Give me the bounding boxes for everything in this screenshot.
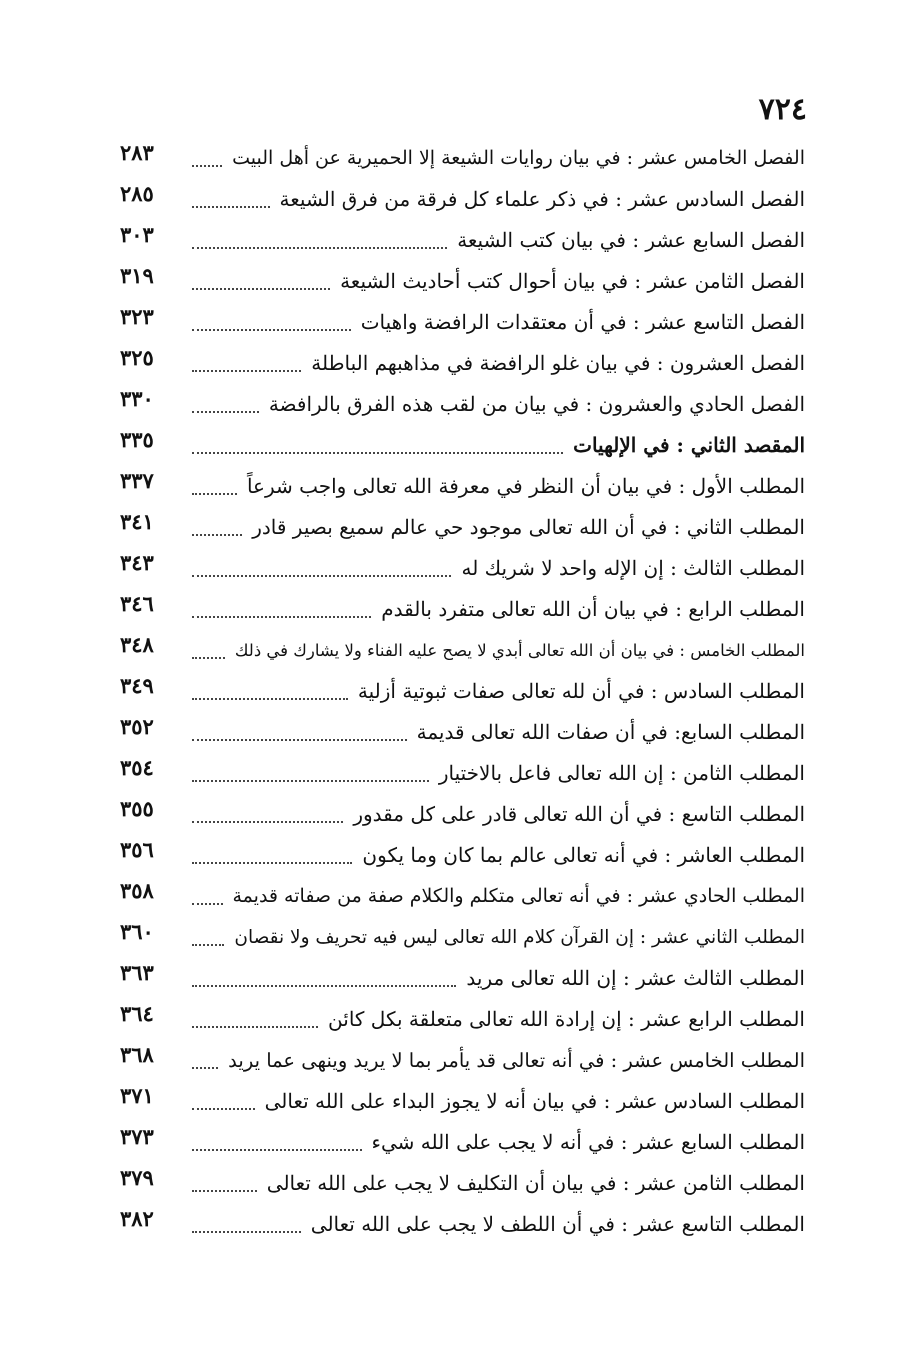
dot-leader bbox=[192, 698, 348, 700]
toc-entry-title: المطلب الأول : في بيان أن النظر في معرفة الله تعالى واجب شرعاً bbox=[246, 474, 805, 498]
toc-entry-page-number: ٣٤٣ bbox=[120, 550, 154, 575]
toc-entry bbox=[120, 343, 805, 384]
toc-entry-page-number: ٣٦٠ bbox=[120, 919, 154, 944]
toc-entry-title: المطلب الرابع عشر : إن إرادة الله تعالى متعلقة بكل كائن bbox=[328, 1007, 805, 1031]
toc-entry-page-number: ٣٧٣ bbox=[120, 1124, 154, 1149]
toc-entry bbox=[120, 589, 805, 630]
toc-entry-page-number: ٣٥٥ bbox=[120, 796, 154, 821]
toc-entry bbox=[120, 958, 805, 999]
toc-entry bbox=[120, 220, 805, 261]
dot-leader bbox=[192, 780, 429, 782]
toc-entry bbox=[120, 712, 805, 753]
page-number: ٧٢٤ bbox=[758, 92, 807, 127]
toc-entry-title: المطلب الحادي عشر : في أنه تعالى متكلم والكلام صفة من صفاته قديمة bbox=[232, 885, 805, 907]
toc-entry-page-number: ٣٦٨ bbox=[120, 1042, 154, 1067]
toc-entry-page-number: ٣٣٥ bbox=[120, 427, 154, 452]
toc-entry bbox=[120, 1163, 805, 1204]
toc-entry-title: المطلب الثاني عشر : إن القرآن كلام الله تعالى ليس فيه تحريف ولا نقصان bbox=[234, 927, 805, 948]
dot-leader bbox=[192, 944, 224, 946]
table-of-contents bbox=[120, 138, 805, 1245]
toc-entry-title: الفصل التاسع عشر : في أن معتقدات الرافضة واهيات bbox=[360, 310, 805, 334]
dot-leader bbox=[192, 985, 456, 987]
dot-leader bbox=[192, 288, 330, 290]
toc-entry bbox=[120, 179, 805, 220]
toc-entry-title: الفصل الثامن عشر : في بيان أحوال كتب أحاديث الشيعة bbox=[340, 269, 805, 293]
toc-entry bbox=[120, 425, 805, 466]
toc-entry-page-number: ٢٨٥ bbox=[120, 181, 154, 206]
dot-leader bbox=[192, 370, 301, 372]
toc-entry-page-number: ٣٥٦ bbox=[120, 837, 154, 862]
toc-entry-title: الفصل السادس عشر : في ذكر علماء كل فرقة من فرق الشيعة bbox=[279, 187, 805, 211]
toc-entry-page-number: ٣٠٣ bbox=[120, 222, 154, 247]
toc-entry-page-number: ٣٥٨ bbox=[120, 878, 154, 903]
toc-entry bbox=[120, 630, 805, 671]
toc-entry-page-number: ٢٨٣ bbox=[120, 140, 154, 165]
toc-entry bbox=[120, 384, 805, 425]
toc-entry-page-number: ٣٢٥ bbox=[120, 345, 154, 370]
toc-entry-page-number: ٣٥٢ bbox=[120, 714, 154, 739]
toc-entry-page-number: ٣٨٢ bbox=[120, 1206, 154, 1231]
toc-entry bbox=[120, 999, 805, 1040]
toc-entry bbox=[120, 466, 805, 507]
toc-entry-page-number: ٣٤١ bbox=[120, 509, 154, 534]
dot-leader bbox=[192, 739, 407, 741]
toc-entry-page-number: ٣٤٩ bbox=[120, 673, 154, 698]
toc-entry bbox=[120, 917, 805, 958]
toc-entry bbox=[120, 753, 805, 794]
dot-leader bbox=[192, 1026, 318, 1028]
toc-entry-page-number: ٣٧١ bbox=[120, 1083, 154, 1108]
toc-entry-title: الفصل الحادي والعشرون : في بيان من لقب هذه الفرق بالرافضة bbox=[268, 392, 805, 416]
toc-entry-title: المطلب التاسع : في أن الله تعالى قادر على كل مقدور bbox=[353, 802, 805, 826]
toc-entry-title: المقصد الثاني : في الإلهيات bbox=[573, 433, 805, 457]
toc-entry-title: الفصل الخامس عشر : في بيان روايات الشيعة إلا الحميرية عن أهل البيت bbox=[232, 147, 805, 169]
dot-leader bbox=[192, 616, 371, 618]
toc-entry-page-number: ٣٣٠ bbox=[120, 386, 154, 411]
toc-entry-page-number: ٣١٩ bbox=[120, 263, 154, 288]
dot-leader bbox=[192, 903, 223, 905]
toc-entry-title: المطلب السابع عشر : في أنه لا يجب على الله شيء bbox=[371, 1130, 805, 1154]
toc-entry-title: الفصل السابع عشر : في بيان كتب الشيعة bbox=[457, 228, 805, 252]
dot-leader bbox=[192, 329, 351, 331]
toc-entry bbox=[120, 671, 805, 712]
toc-entry-title: المطلب السابع: في أن صفات الله تعالى قديمة bbox=[416, 720, 805, 744]
dot-leader bbox=[192, 1231, 301, 1233]
toc-entry bbox=[120, 261, 805, 302]
toc-entry bbox=[120, 1122, 805, 1163]
toc-entry bbox=[120, 507, 805, 548]
toc-entry bbox=[120, 876, 805, 917]
toc-entry-title: الفصل العشرون : في بيان غلو الرافضة في مذاهبهم الباطلة bbox=[311, 351, 805, 375]
toc-entry-title: المطلب الثالث : إن الإله واحد لا شريك له bbox=[461, 556, 805, 580]
dot-leader bbox=[192, 165, 222, 167]
dot-leader bbox=[192, 206, 270, 208]
toc-entry bbox=[120, 794, 805, 835]
dot-leader bbox=[192, 247, 447, 249]
toc-entry-title: المطلب الثامن عشر : في بيان أن التكليف لا يجب على الله تعالى bbox=[266, 1171, 805, 1195]
toc-entry-page-number: ٣٢٣ bbox=[120, 304, 154, 329]
dot-leader bbox=[192, 1067, 218, 1069]
toc-entry bbox=[120, 835, 805, 876]
toc-entry bbox=[120, 548, 805, 589]
toc-entry-title: المطلب السادس عشر : في بيان أنه لا يجوز البداء على الله تعالى bbox=[264, 1089, 805, 1113]
dot-leader bbox=[192, 821, 343, 823]
dot-leader bbox=[192, 575, 451, 577]
toc-entry-title: المطلب الرابع : في بيان أن الله تعالى متفرد بالقدم bbox=[381, 597, 805, 621]
dot-leader bbox=[192, 862, 352, 864]
toc-entry-title: المطلب الخامس عشر : في أنه تعالى قد يأمر بما لا يريد وينهى عما يريد bbox=[228, 1049, 805, 1072]
toc-entry-title: المطلب الثامن : إن الله تعالى فاعل بالاختيار bbox=[438, 761, 805, 785]
toc-entry-page-number: ٣٤٦ bbox=[120, 591, 154, 616]
toc-entry bbox=[120, 302, 805, 343]
toc-entry bbox=[120, 1204, 805, 1245]
toc-entry bbox=[120, 1040, 805, 1081]
dot-leader bbox=[192, 1108, 255, 1110]
toc-entry bbox=[120, 1081, 805, 1122]
toc-entry-page-number: ٣٤٨ bbox=[120, 632, 154, 657]
toc-entry-title: المطلب العاشر : في أنه تعالى عالم بما كان وما يكون bbox=[362, 843, 805, 867]
toc-entry-page-number: ٣٦٤ bbox=[120, 1001, 154, 1026]
toc-entry-page-number: ٣٥٤ bbox=[120, 755, 154, 780]
dot-leader bbox=[192, 1149, 362, 1151]
dot-leader bbox=[192, 657, 225, 659]
toc-entry-title: المطلب الثاني : في أن الله تعالى موجود حي عالم سميع بصير قادر bbox=[252, 515, 805, 539]
toc-entry-page-number: ٣٧٩ bbox=[120, 1165, 154, 1190]
toc-entry-page-number: ٣٣٧ bbox=[120, 468, 154, 493]
toc-entry-page-number: ٣٦٣ bbox=[120, 960, 154, 985]
dot-leader bbox=[192, 452, 563, 454]
toc-entry-title: المطلب التاسع عشر : في أن اللطف لا يجب على الله تعالى bbox=[310, 1212, 805, 1236]
dot-leader bbox=[192, 534, 242, 536]
dot-leader bbox=[192, 1190, 257, 1192]
dot-leader bbox=[192, 493, 237, 495]
toc-entry-title: المطلب الخامس : في بيان أن الله تعالى أبدي لا يصح عليه الفناء ولا يشارك في ذلك bbox=[234, 641, 805, 660]
toc-entry bbox=[120, 138, 805, 179]
toc-entry-title: المطلب السادس : في أن لله تعالى صفات ثبوتية أزلية bbox=[357, 679, 805, 703]
toc-entry-title: المطلب الثالث عشر : إن الله تعالى مريد bbox=[466, 966, 805, 990]
dot-leader bbox=[192, 411, 259, 413]
